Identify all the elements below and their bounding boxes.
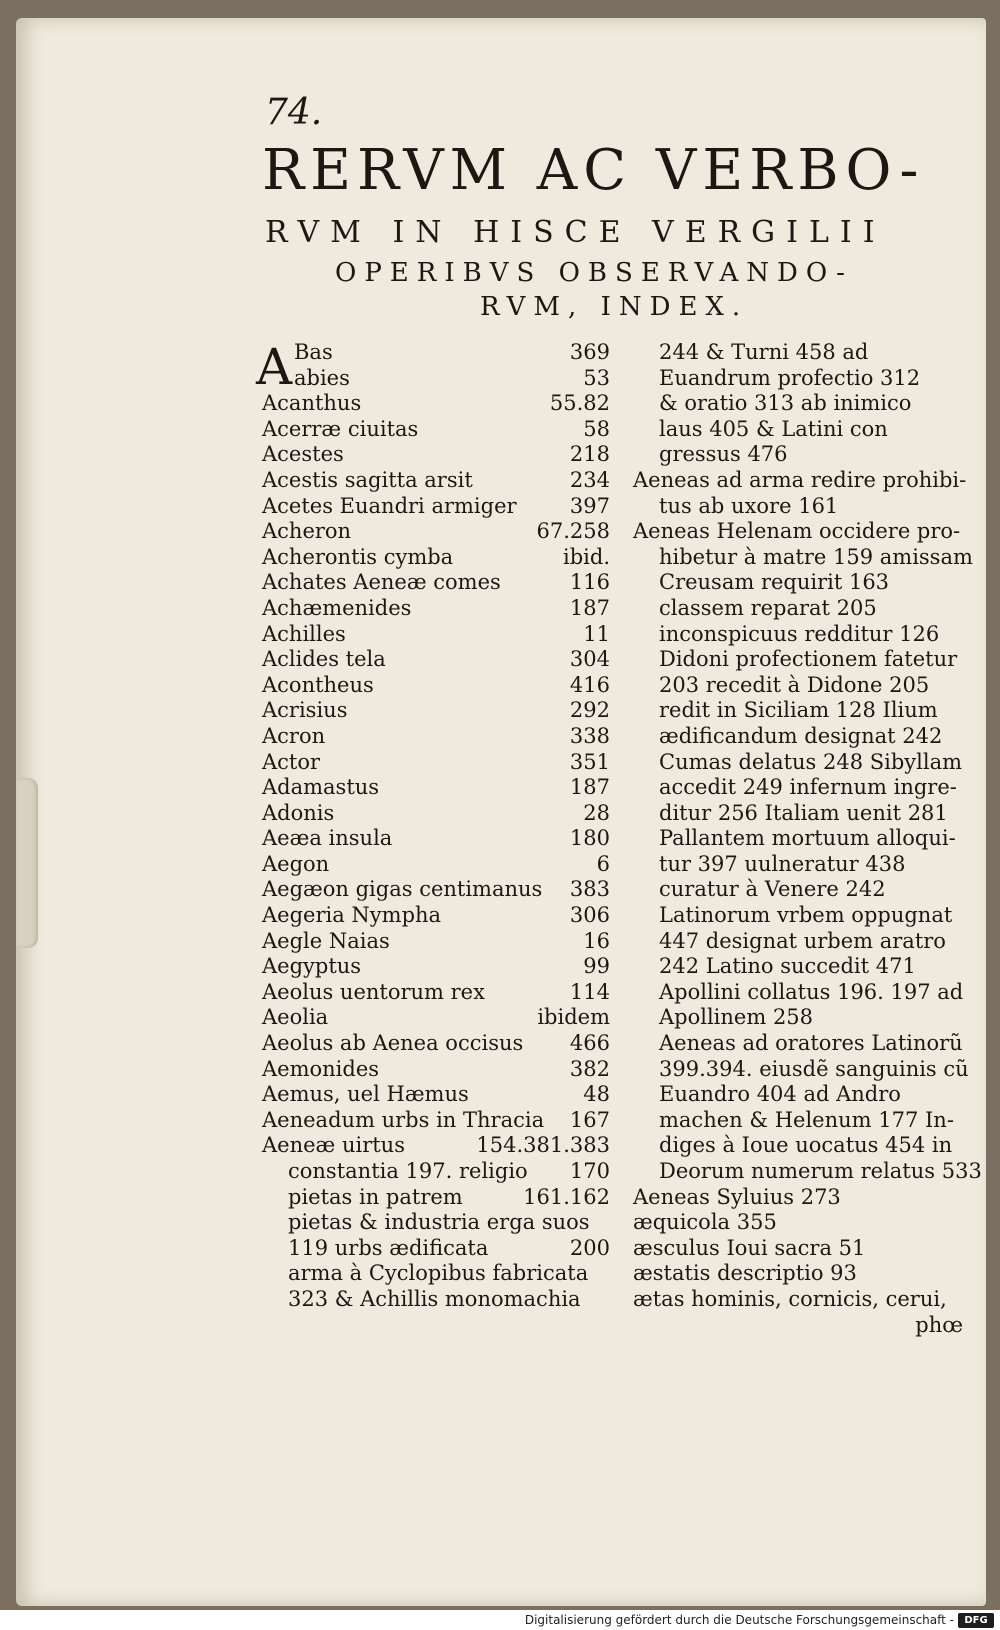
index-page-ref: 338 xyxy=(569,723,610,748)
index-continuation-line: Pallantem mortuum alloqui- xyxy=(659,826,956,851)
index-page-ref: 48 xyxy=(583,1082,610,1107)
index-term: Aeæa insula xyxy=(262,826,393,851)
index-entry xyxy=(262,366,610,392)
index-page-ref: 16 xyxy=(583,928,610,953)
index-continuation-line: Latinorum vrbem oppugnat xyxy=(659,903,953,928)
index-continuation-line: Deorum numerum relatus 533 xyxy=(659,1159,982,1183)
index-term: Achates Aeneæ comes xyxy=(262,570,501,595)
index-entry xyxy=(262,724,610,750)
index-entry-line: Aeneas ad arma redire prohibi- xyxy=(633,467,967,492)
index-term: 323 & Achillis monomachia xyxy=(288,1286,581,1311)
index-entry xyxy=(262,929,610,955)
index-page-ref: 200 xyxy=(569,1235,610,1260)
index-page-ref: 114 xyxy=(569,979,610,1004)
index-entry xyxy=(262,1185,610,1211)
index-term: constantia 197. religio xyxy=(288,1159,528,1183)
index-term: 119 urbs ædificata xyxy=(288,1235,489,1260)
index-page-ref: 116 xyxy=(569,570,610,595)
index-page-ref: 187 xyxy=(569,775,610,800)
footer-bar xyxy=(0,1612,1000,1630)
index-page-ref: 161.162 xyxy=(523,1184,610,1209)
index-entry xyxy=(262,391,610,417)
index-term: pietas in patrem xyxy=(288,1184,463,1209)
index-term: pietas & industria erga suos xyxy=(288,1210,590,1235)
footer-credit: Digitalisierung gefördert durch die Deutsche Forschungsgemeinschaft - xyxy=(524,1613,954,1627)
index-term: arma à Cyclopibus fabricata xyxy=(288,1261,589,1286)
index-continuation-line: ædificandum designat 242 xyxy=(659,723,943,748)
index-term: Aeneæ uirtus xyxy=(262,1133,405,1158)
index-entry xyxy=(262,519,610,545)
index-entry xyxy=(262,1031,610,1057)
index-entry-line: æquicola 355 xyxy=(633,1210,777,1235)
index-page-ref: 170 xyxy=(569,1159,610,1183)
index-continuation-line: Euandro 404 ad Andro xyxy=(659,1082,901,1107)
index-entry-line: ætas hominis, cornicis, cerui, xyxy=(633,1286,947,1311)
index-term: Acetes Euandri armiger xyxy=(262,493,517,518)
page-number: 74. xyxy=(265,92,323,133)
index-entry xyxy=(262,980,610,1006)
index-entry xyxy=(262,903,610,929)
index-continuation-line: machen & Helenum 177 In- xyxy=(659,1107,954,1132)
index-term: Achilles xyxy=(262,621,346,646)
index-page-ref: 180 xyxy=(569,826,610,851)
index-entry xyxy=(262,1261,610,1287)
index-term: Actor xyxy=(262,749,321,774)
index-page-ref: 58 xyxy=(583,416,610,441)
index-continuation-line: inconspicuus redditur 126 xyxy=(659,621,940,646)
dfg-logo: DFG xyxy=(958,1613,994,1628)
index-entry xyxy=(262,801,610,827)
index-entry xyxy=(262,1082,610,1108)
heading-line-3: OPERIBVS OBSERVANDO- xyxy=(335,258,853,288)
index-entry xyxy=(262,596,610,622)
index-continuation-line: classem reparat 205 xyxy=(659,595,877,620)
index-term: Aegyptus xyxy=(262,954,362,979)
index-term: Aeolia xyxy=(262,1005,329,1030)
index-term: Achæmenides xyxy=(262,595,412,620)
index-page-ref: 53 xyxy=(583,365,610,390)
index-term: Aegæon gigas centimanus xyxy=(262,877,543,902)
index-term: Acestis sagitta arsit xyxy=(262,467,473,492)
index-left-column xyxy=(256,338,610,1313)
index-continuation-line: laus 405 & Latini con xyxy=(659,416,888,441)
index-entry-line: æstatis descriptio 93 xyxy=(633,1261,857,1286)
index-continuation-line: diges à Ioue uocatus 454 in xyxy=(659,1133,953,1158)
index-page-ref: 466 xyxy=(569,1031,610,1056)
index-continuation-line: Apollini collatus 196. 197 ad xyxy=(659,979,964,1004)
index-term: Aegon xyxy=(262,851,330,876)
index-continuation-line: curatur à Venere 242 xyxy=(659,877,886,902)
index-page-ref: 351 xyxy=(569,749,610,774)
index-term: Adamastus xyxy=(262,775,380,800)
index-entry xyxy=(262,622,610,648)
index-term: Acerræ ciuitas xyxy=(262,416,419,441)
index-entry xyxy=(262,1210,610,1236)
index-continuation-line: 242 Latino succedit 471 xyxy=(659,954,916,979)
index-entry-line: æsculus Ioui sacra 51 xyxy=(633,1235,866,1260)
index-page-ref: 382 xyxy=(569,1056,610,1081)
index-entry xyxy=(262,468,610,494)
index-entry-line: Aeneas Syluius 273 xyxy=(633,1184,841,1209)
index-entry xyxy=(262,673,610,699)
index-entry xyxy=(262,750,610,776)
index-continuation-line: 244 & Turni 458 ad xyxy=(659,340,869,364)
index-entry xyxy=(262,1005,610,1031)
index-right-column xyxy=(633,340,982,1338)
index-continuation-line: Apollinem 258 xyxy=(659,1005,814,1030)
index-continuation-line: ditur 256 Italiam uenit 281 xyxy=(659,800,948,825)
index-page-ref: ibidem xyxy=(537,1005,610,1030)
index-entry xyxy=(262,698,610,724)
index-entry-line: Aeneas Helenam occidere pro- xyxy=(633,519,961,544)
index-page-ref: 306 xyxy=(569,903,610,928)
index-term: Acanthus xyxy=(262,391,362,416)
index-page-ref: ibid. xyxy=(563,544,610,569)
index-term: Aemonides xyxy=(262,1056,380,1081)
index-page-ref: 154.381.383 xyxy=(476,1133,610,1158)
index-page-ref: 99 xyxy=(583,954,610,979)
index-term: abies xyxy=(294,365,350,390)
index-continuation-line: redit in Siciliam 128 Ilium xyxy=(659,698,938,723)
index-entry xyxy=(262,954,610,980)
index-entry xyxy=(262,1057,610,1083)
index-continuation-line: accedit 249 infernum ingre- xyxy=(659,775,957,800)
index-term: Acontheus xyxy=(262,672,374,697)
index-continuation-line: 203 recedit à Didone 205 xyxy=(659,672,930,697)
index-page-ref: 55.82 xyxy=(549,391,610,416)
index-page-ref: 292 xyxy=(569,698,610,723)
index-term: Adonis xyxy=(262,800,335,825)
index-entry xyxy=(262,442,610,468)
index-entry xyxy=(262,570,610,596)
index-term: Acrisius xyxy=(262,698,348,723)
index-entry xyxy=(262,877,610,903)
index-page-ref: 187 xyxy=(569,595,610,620)
heading-line-1: RERVM AC VERBO- xyxy=(262,138,925,203)
page-tab xyxy=(16,778,38,948)
index-continuation-line: & oratio 313 ab inimico xyxy=(659,391,912,416)
index-entry xyxy=(262,494,610,520)
index-page-ref: 28 xyxy=(583,800,610,825)
index-page-ref: 218 xyxy=(569,442,610,467)
index-entry xyxy=(262,1159,610,1185)
index-entry xyxy=(262,1236,610,1262)
index-term: Acestes xyxy=(262,442,344,467)
index-continuation-line: Cumas delatus 248 Sibyllam xyxy=(659,749,963,774)
index-continuation-line: Didoni profectionem fatetur xyxy=(659,647,958,672)
index-entry xyxy=(262,417,610,443)
index-page-ref: 11 xyxy=(583,621,610,646)
index-continuation-line: 447 designat urbem aratro xyxy=(659,928,946,953)
index-entry xyxy=(262,1133,610,1159)
index-entry xyxy=(262,1287,610,1313)
index-continuation-line: Aeneas ad oratores Latinorũ xyxy=(659,1031,963,1056)
index-term: Bas xyxy=(294,340,333,364)
drop-initial: A xyxy=(256,338,293,396)
index-page-ref: 234 xyxy=(569,467,610,492)
heading-line-2: RVM IN HISCE VERGILII xyxy=(265,215,886,250)
heading-line-4: RVM, INDEX. xyxy=(480,292,749,322)
index-page-ref: 167 xyxy=(569,1107,610,1132)
index-term: Aegle Naias xyxy=(262,928,390,953)
index-page-ref: 6 xyxy=(596,851,610,876)
index-term: Aeolus ab Aenea occisus xyxy=(262,1031,524,1056)
index-entry xyxy=(262,852,610,878)
index-entry xyxy=(262,1108,610,1134)
index-term: Aegeria Nympha xyxy=(262,903,442,928)
index-continuation-line: hibetur à matre 159 amissam xyxy=(659,544,973,569)
index-entry xyxy=(262,775,610,801)
index-term: Acherontis cymba xyxy=(262,544,454,569)
index-page-ref: 67.258 xyxy=(536,519,610,544)
index-term: Aeneadum urbs in Thracia xyxy=(262,1107,545,1132)
index-page-ref: 383 xyxy=(569,877,610,902)
index-term: Acheron xyxy=(262,519,352,544)
index-continuation-line: tur 397 uulneratur 438 xyxy=(659,851,906,876)
index-term: Acron xyxy=(262,723,326,748)
index-continuation-line: Euandrum profectio 312 xyxy=(659,365,921,390)
index-continuation-line: 399.394. eiusdẽ sanguinis cũ xyxy=(659,1056,969,1081)
index-entry xyxy=(262,545,610,571)
index-continuation-line: Creusam requirit 163 xyxy=(659,570,890,595)
index-page-ref: 304 xyxy=(569,647,610,672)
index-page-ref: 369 xyxy=(569,340,610,364)
index-continuation-line: gressus 476 xyxy=(659,442,788,467)
index-term: Aclides tela xyxy=(262,647,386,672)
index-entry xyxy=(262,826,610,852)
index-term: Aemus, uel Hæmus xyxy=(262,1082,469,1107)
index-page-ref: 397 xyxy=(569,493,610,518)
index-entry-line: phœ xyxy=(915,1312,963,1337)
index-term: Aeolus uentorum rex xyxy=(262,979,485,1004)
index-continuation-line: tus ab uxore 161 xyxy=(659,493,839,518)
index-page-ref: 416 xyxy=(569,672,610,697)
index-entry xyxy=(262,647,610,673)
